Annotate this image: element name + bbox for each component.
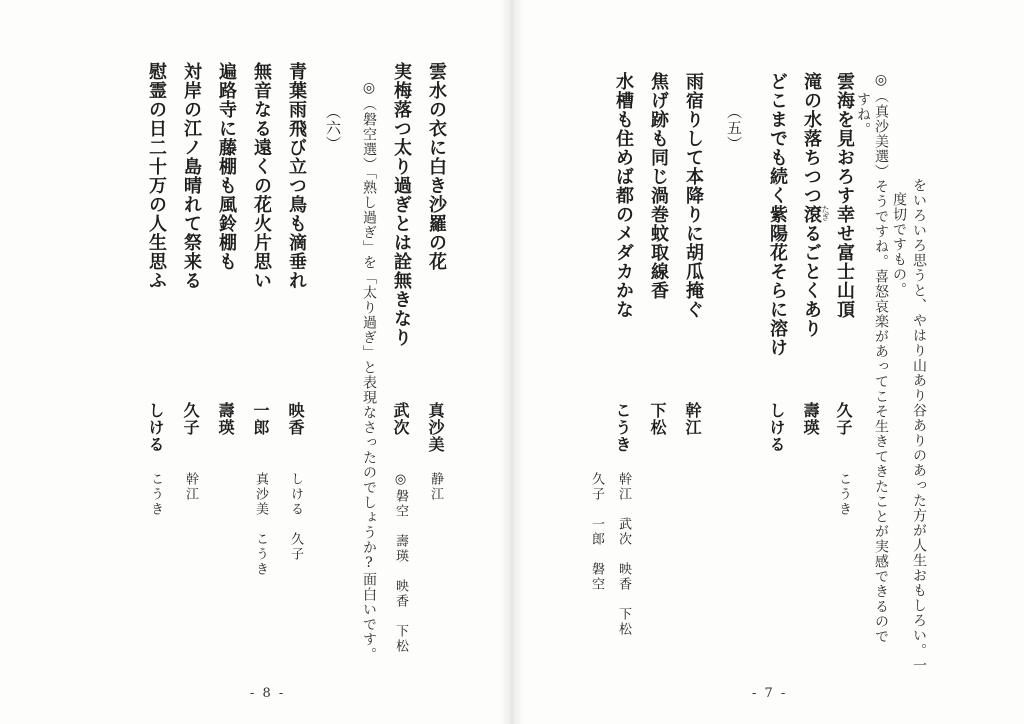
haiku-text: 無音なる遠くの花火片思い — [251, 62, 272, 290]
haiku-author: 幹江 — [683, 402, 702, 436]
comment-a-cont: すね。 — [855, 92, 871, 137]
haiku-text: どこまでも続く紫陽花そらに溶け — [767, 72, 788, 357]
haiku-selectors: 幹江 — [183, 472, 198, 502]
haiku-author: 一郎 — [251, 402, 270, 436]
comment: ◎（磐空選）「熟し過ぎ」を「太り過ぎ」と表現なさったのでしょうか?面白いです。 — [361, 80, 377, 662]
haiku-selectors: 久子 一郎 磐空 — [589, 472, 604, 592]
haiku-text: 雲水の衣に白き沙羅の花 — [426, 62, 447, 271]
haiku-text: 滝の水落ちつつ滾 たぎ るごとくあり — [801, 72, 830, 338]
page-8 — [0, 0, 506, 724]
haiku-author: 壽瑛 — [801, 402, 820, 436]
haiku-selectors: しける 久子 — [288, 472, 303, 562]
haiku-selectors: 幹江 武次 映香 下松 — [616, 472, 631, 637]
haiku-text: 水槽も住めば都のメダカかな — [613, 72, 634, 319]
haiku-author: 下松 — [648, 402, 667, 436]
haiku-text: 実梅落つ太り過ぎとは詮無きなり — [391, 62, 412, 347]
section-heading: （六） — [324, 104, 342, 152]
haiku-author: こうき — [613, 402, 632, 453]
page-7 — [512, 0, 1024, 724]
haiku-text: 慰霊の日二十万の人生思ふ — [146, 62, 167, 290]
haiku-selectors: こうき — [836, 472, 851, 517]
haiku-selectors: こうき — [148, 472, 163, 517]
haiku-text: 青葉雨飛び立つ鳥も滴垂れ — [286, 62, 307, 290]
haiku-text: 焦げ跡も同じ渦巻蚊取線香 — [648, 72, 669, 300]
section-heading: （五） — [725, 104, 743, 152]
haiku-selectors: ◎磐空 壽瑛 映香 下松 — [393, 472, 408, 654]
intro-line-1: をいろいろ思うと、やはり山あり谷ありのあった方が人生おもしろい。一 — [911, 178, 927, 673]
page-number: - 7 - — [752, 686, 788, 701]
intro-line-2: 度切ですもの。 — [891, 192, 907, 297]
haiku-author: 久子 — [181, 402, 200, 436]
haiku-author: 映香 — [286, 402, 305, 436]
haiku-author: しける — [146, 402, 165, 453]
haiku-selectors: 静江 — [428, 472, 443, 502]
haiku-author: 武次 — [391, 402, 410, 436]
haiku-author: しける — [767, 402, 786, 453]
haiku-text: 雲海を見おろす幸せ富士山頂 — [834, 72, 855, 319]
haiku-author: 真沙美 — [426, 402, 445, 453]
haiku-author: 久子 — [834, 402, 853, 436]
haiku-text: 対岸の江ノ島晴れて祭来る — [181, 62, 202, 290]
haiku-selectors: 真沙美 こうき — [253, 472, 268, 577]
haiku-author: 壽瑛 — [216, 402, 235, 436]
haiku-text: 雨宿りして本降りに胡瓜掩ぐ — [683, 72, 704, 319]
haiku-text: 遍路寺に藤棚も風鈴棚も — [216, 62, 237, 271]
page-number: - 8 - — [250, 686, 286, 701]
comment-a: ◎（真沙美選）そうですね。喜怒哀楽があってこそ生きてきたことが実感できるので — [873, 72, 889, 644]
ruby-annotation: たぎ — [821, 205, 830, 221]
